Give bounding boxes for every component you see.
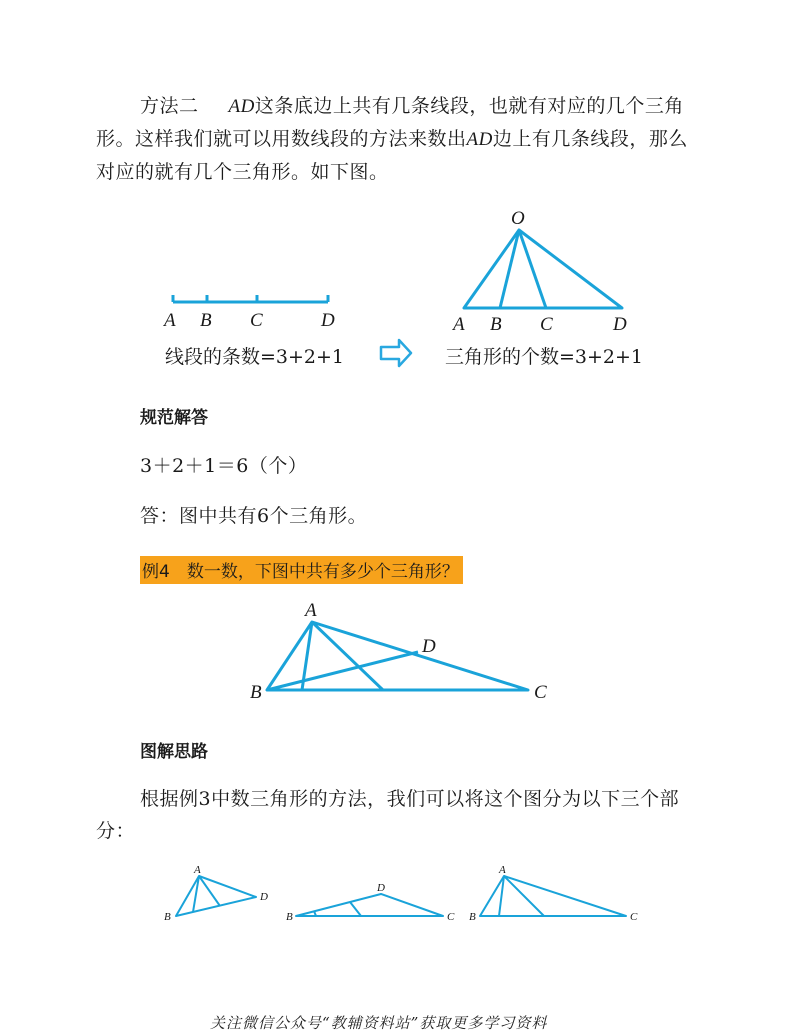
- ex4-label-b: B: [250, 682, 262, 703]
- footer-promo: 关注微信公众号“教辅资料站”获取更多学习资料: [210, 1014, 548, 1032]
- triangle-o-diagram: [464, 230, 622, 308]
- method2-line2-rest: 边上有几条线段，那么: [492, 128, 688, 150]
- tri-label-c: C: [540, 314, 553, 335]
- analysis-text-line2: 分：: [96, 820, 136, 842]
- part2-label-b: B: [286, 911, 293, 923]
- part3-diagram: [480, 876, 626, 916]
- analysis-text-line1: 根据例3中数三角形的方法，我们可以将这个图分为以下三个部: [140, 788, 680, 810]
- seg-label-b: B: [200, 310, 212, 331]
- part3-label-a: A: [499, 864, 506, 876]
- method2-line2: [96, 123, 716, 156]
- solution-answer: 答：图中共有6个三角形。: [140, 505, 368, 527]
- part1-label-b: B: [164, 911, 171, 923]
- part2-line: [350, 902, 361, 916]
- right-arrow-icon: [381, 340, 411, 366]
- method2-line3: [96, 156, 716, 189]
- triangle-count-caption: 三角形的个数=3+2+1: [445, 346, 644, 368]
- method2-line3-text: 对应的就有几个三角形。如下图。: [96, 161, 389, 183]
- figure-three-parts: [0, 860, 800, 930]
- method2-label: 方法二: [140, 95, 199, 117]
- method2-line1: [140, 90, 700, 123]
- tri-label-o: O: [511, 208, 525, 229]
- method2-line1-text: 这条底边上共有几条线段，也就有对应的几个三角: [254, 95, 684, 117]
- part1-diagram: [176, 876, 256, 916]
- solution-calc: 3＋2＋1＝6（个）: [140, 455, 308, 477]
- part3-label-b: B: [469, 911, 476, 923]
- part2-diagram: [296, 894, 443, 916]
- example4-tag: 例4 数一数，下图中共有多少个三角形？: [140, 556, 463, 584]
- tri-label-b: B: [490, 314, 502, 335]
- ex4-label-a: A: [305, 600, 317, 621]
- part1-label-a: A: [194, 864, 201, 876]
- line-segment-diagram: [173, 295, 328, 302]
- segment-ad-label-2: AD: [466, 129, 493, 150]
- figure-segment-triangle: [0, 200, 800, 380]
- seg-label-c: C: [250, 310, 263, 331]
- part2-label-c: C: [447, 911, 455, 923]
- analysis-heading: 图解思路: [140, 742, 208, 762]
- method2-paragraph: [140, 90, 700, 123]
- seg-label-d: D: [321, 310, 335, 331]
- tri-label-a: A: [453, 314, 465, 335]
- part1-triangle: [176, 876, 256, 916]
- method2-line2-text: 形。这样我们就可以用数线段的方法来数出: [96, 128, 467, 150]
- seg-label-a: A: [164, 310, 176, 331]
- part3-label-c: C: [630, 911, 638, 923]
- part2-triangle: [296, 894, 443, 916]
- ex4-label-d: D: [422, 636, 436, 657]
- part1-label-d: D: [260, 891, 268, 903]
- solution-heading: 规范解答: [140, 408, 208, 428]
- ex4-label-c: C: [534, 682, 547, 703]
- part2-label-d: D: [377, 882, 385, 894]
- segment-ad-label: AD: [228, 96, 255, 117]
- tri-label-d: D: [613, 314, 627, 335]
- figure-example4: [0, 590, 800, 710]
- segment-count-caption: 线段的条数=3+2+1: [165, 346, 345, 368]
